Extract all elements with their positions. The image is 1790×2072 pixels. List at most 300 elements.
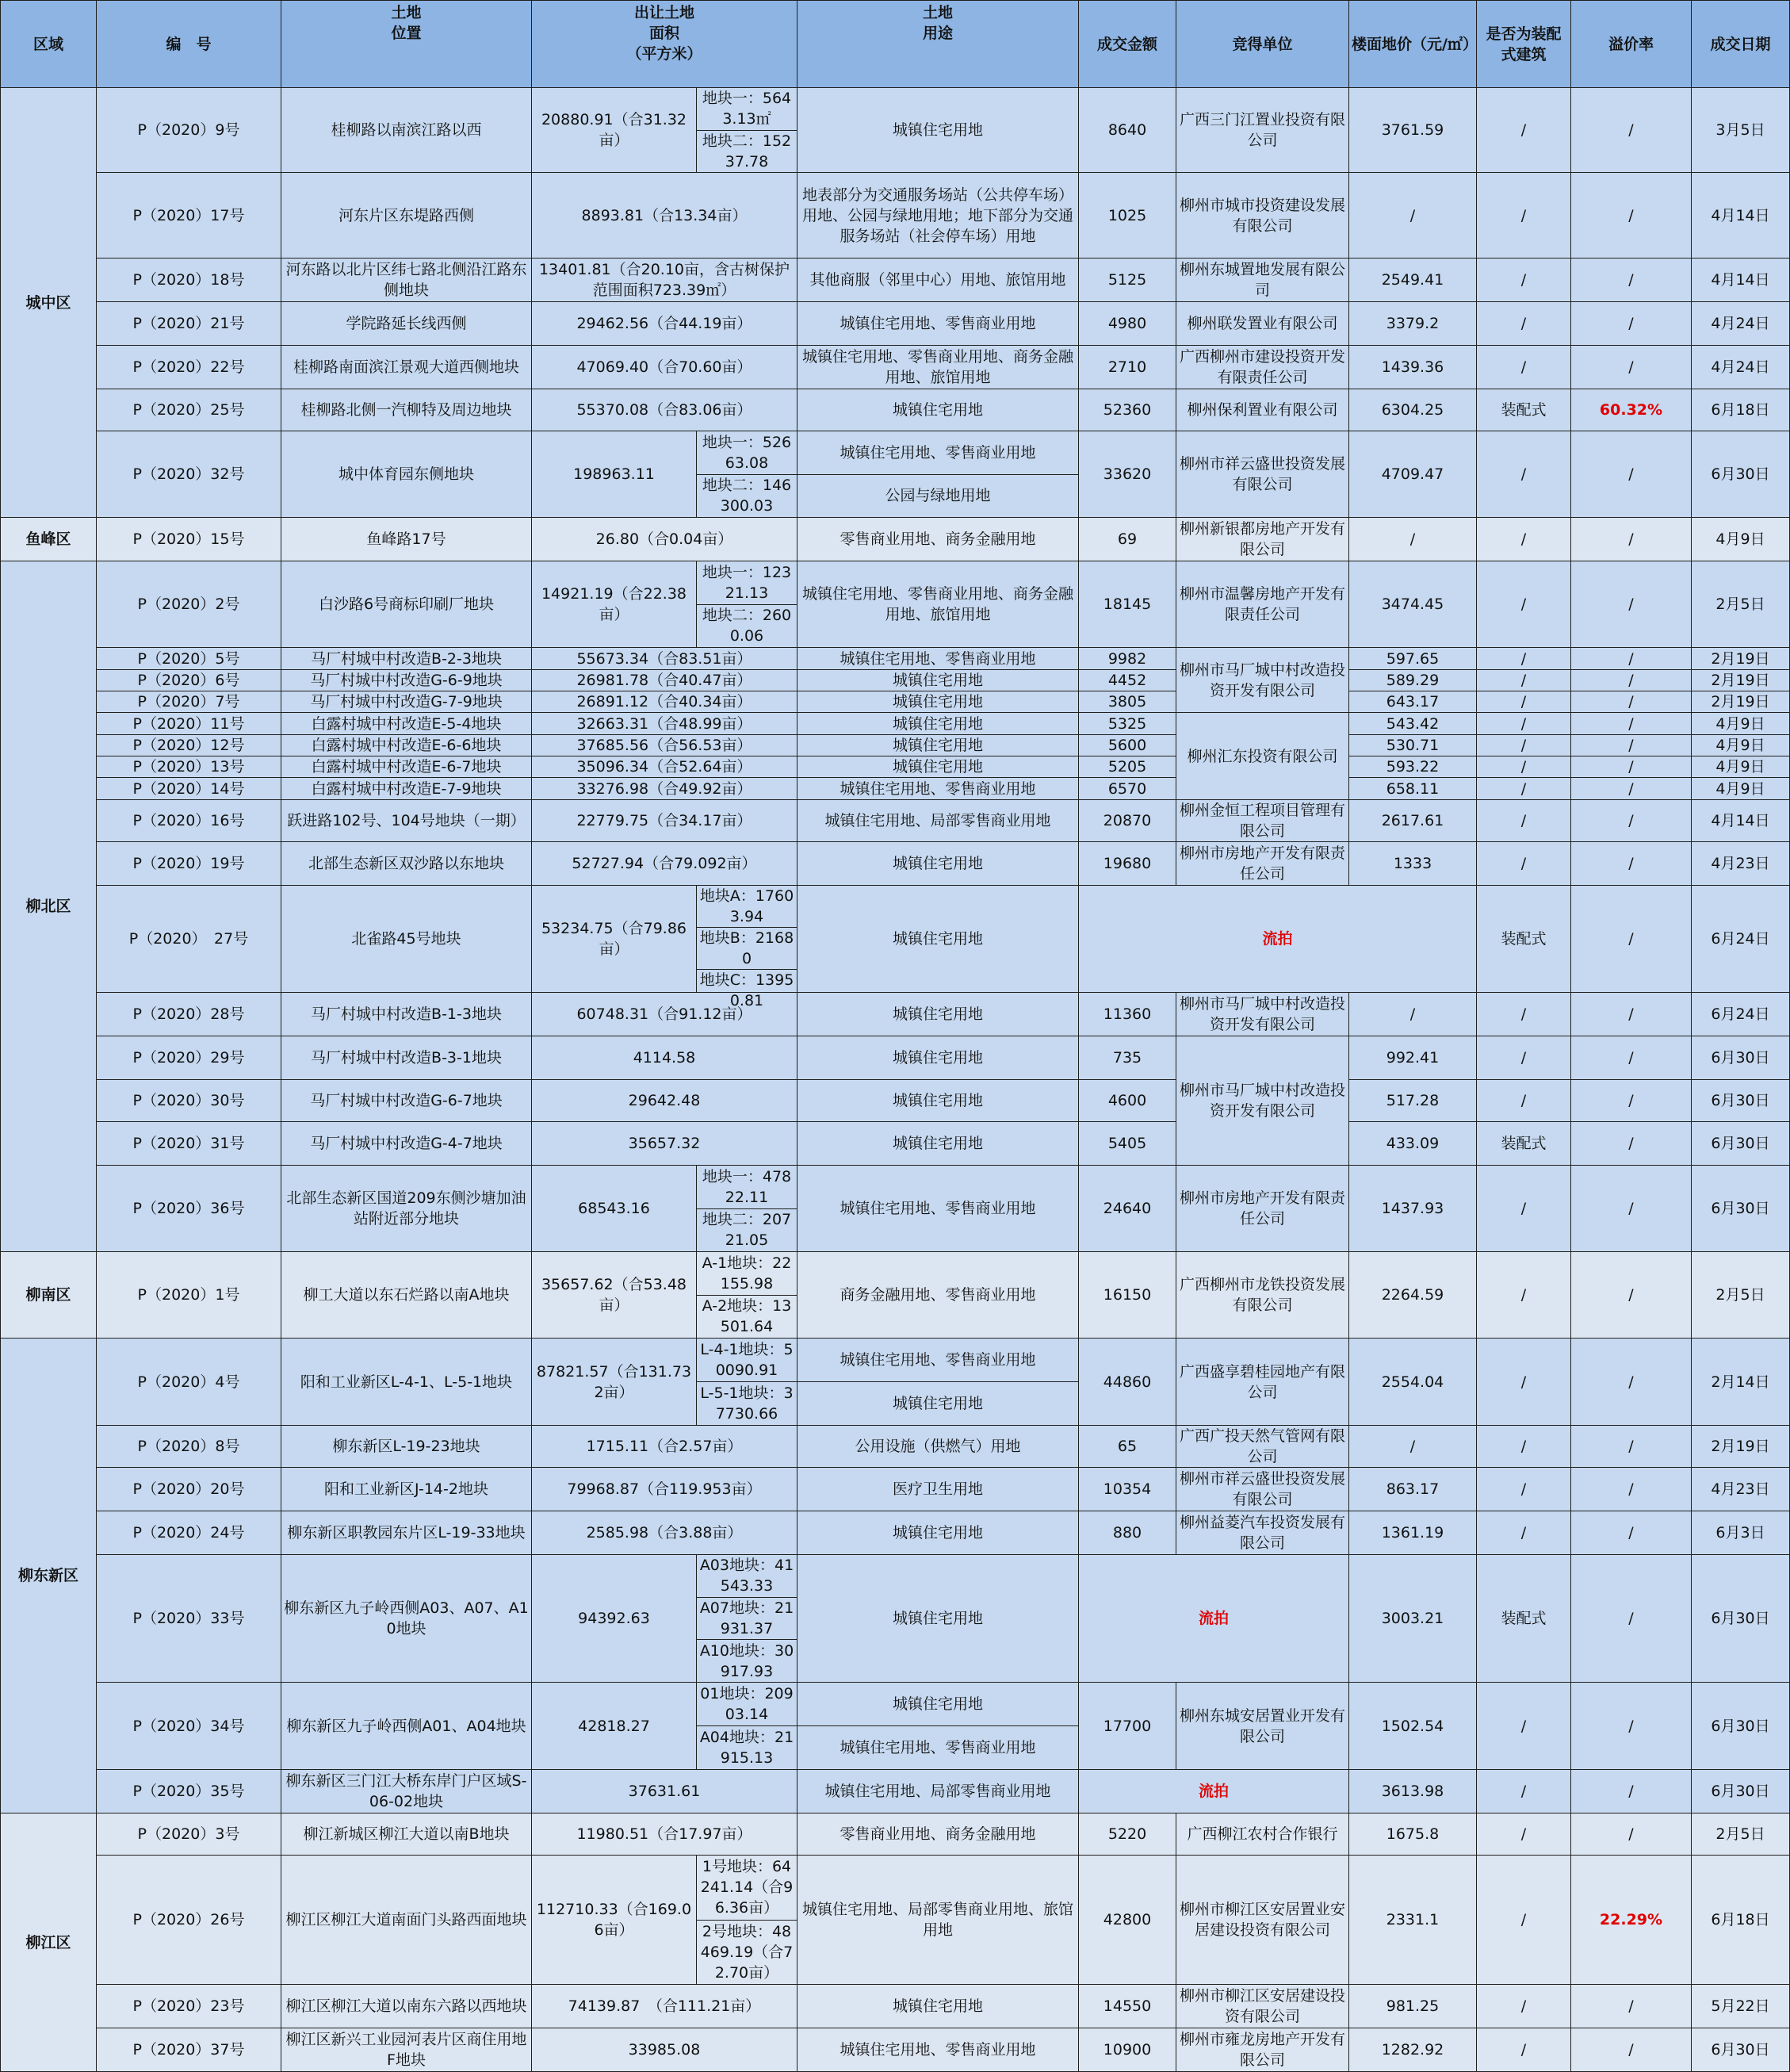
table-row — [1, 389, 1790, 431]
table-row — [1, 993, 1790, 1036]
premium-cell: / — [1571, 1468, 1692, 1511]
date-cell: 4月23日 — [1692, 1468, 1790, 1511]
area-parts — [697, 1252, 797, 1338]
date-cell: 6月30日 — [1692, 431, 1790, 518]
price-cell: 2549.41 — [1349, 259, 1477, 302]
use-cell: 城镇住宅用地 — [797, 670, 1079, 691]
area-split — [532, 1555, 797, 1682]
use-cell: 城镇住宅用地 — [797, 1511, 1079, 1555]
header-company: 竞得单位 — [1176, 1, 1349, 88]
area-split — [532, 1166, 797, 1251]
prefab-cell: / — [1477, 713, 1571, 735]
company-cell: 柳州益菱汽车投资发展有限公司 — [1176, 1511, 1349, 1555]
premium-cell: / — [1571, 346, 1692, 389]
table-row — [1, 842, 1790, 886]
area-cell: 26891.12（合40.34亩） — [532, 691, 797, 713]
location-cell: 马厂村城中村改造B-3-1地块 — [281, 1036, 532, 1080]
table-row — [1, 713, 1790, 735]
area-cell: 74139.87 （合111.21亩） — [532, 1985, 797, 2028]
prefab-cell: / — [1477, 1683, 1571, 1770]
header-area: 出让土地 面积 （平方米） — [532, 1, 797, 88]
use-cell: 城镇住宅用地 — [797, 1122, 1079, 1166]
location-cell: 柳东新区九子岭西侧A03、A07、A10地块 — [281, 1555, 532, 1683]
location-cell: 柳东新区职教园东片区L-19-33地块 — [281, 1511, 532, 1555]
amount-cell: 20870 — [1079, 800, 1176, 842]
header-prefab: 是否为装配式建筑 — [1477, 1, 1571, 88]
date-cell: 2月5日 — [1692, 1252, 1790, 1339]
location-cell: 河东片区东堤路西侧 — [281, 173, 532, 259]
price-cell: 2617.61 — [1349, 800, 1477, 842]
code-cell: P（2020）22号 — [97, 346, 281, 389]
code-cell: P（2020）16号 — [97, 800, 281, 842]
amount-cell: 4600 — [1079, 1080, 1176, 1122]
table-row — [1, 1468, 1790, 1511]
amount-cell: 65 — [1079, 1426, 1176, 1468]
prefab-cell: / — [1477, 1339, 1571, 1426]
use-cell: 城镇住宅用地 — [797, 389, 1079, 431]
area-cell: 4114.58 — [532, 1036, 797, 1080]
code-cell: P（2020）30号 — [97, 1080, 281, 1122]
area-part: 地块二：15237.78 — [697, 130, 797, 173]
date-cell: 6月30日 — [1692, 2028, 1790, 2072]
use-cell: 公用设施（供燃气）用地 — [797, 1426, 1079, 1468]
location-cell: 马厂村城中村改造B-2-3地块 — [281, 648, 532, 670]
price-cell: 589.29 — [1349, 670, 1477, 691]
date-cell: 2月19日 — [1692, 648, 1790, 670]
date-cell: 6月30日 — [1692, 1036, 1790, 1080]
premium-cell: / — [1571, 88, 1692, 173]
company-cell: 柳州市柳江区安居置业安居建设投资有限公司 — [1176, 1856, 1349, 1985]
table-row — [1, 1813, 1790, 1856]
price-cell: 1439.36 — [1349, 346, 1477, 389]
use-part: 城镇住宅用地、零售商业用地 — [797, 1725, 1078, 1769]
area-total: 14921.19（合22.38亩） — [532, 561, 697, 647]
premium-cell: / — [1571, 1426, 1692, 1468]
location-cell: 柳江区新兴工业园河表片区商住用地F地块 — [281, 2028, 532, 2072]
area-part: 地块一：47822.11 — [702, 1167, 792, 1206]
code-cell: P（2020）37号 — [97, 2028, 281, 2072]
area-part: 地块一：12321.13 — [702, 563, 792, 602]
code-cell: P（2020）31号 — [97, 1122, 281, 1166]
price-cell: 981.25 — [1349, 1985, 1477, 2028]
prefab-cell: / — [1477, 670, 1571, 691]
code-cell: P（2020）7号 — [97, 691, 281, 713]
use-stack — [797, 1683, 1078, 1769]
location-cell: 马厂村城中村改造G-6-7地块 — [281, 1080, 532, 1122]
location-cell: 城中体育园东侧地块 — [281, 431, 532, 518]
use-cell: 地表部分为交通服务场站（公共停车场）用地、公园与绿地用地；地下部分为交通服务场站（社会停车场）用地 — [797, 173, 1079, 259]
amount-cell: 69 — [1079, 518, 1176, 561]
price-cell: 3379.2 — [1349, 302, 1477, 346]
code-cell: P（2020）9号 — [97, 88, 281, 173]
area-split — [532, 886, 797, 1009]
price-cell: 643.17 — [1349, 691, 1477, 713]
prefab-cell: 装配式 — [1477, 1122, 1571, 1166]
premium-cell: / — [1571, 2028, 1692, 2072]
company-cell: 柳州市雍龙房地产开发有限公司 — [1176, 2028, 1349, 2072]
location-cell: 马厂村城中村改造G-7-9地块 — [281, 691, 532, 713]
prefab-cell: / — [1477, 842, 1571, 886]
premium-cell: / — [1571, 1985, 1692, 2028]
premium-cell: / — [1571, 842, 1692, 886]
date-cell: 6月30日 — [1692, 1770, 1790, 1813]
area-part: 地块二：146300.03 — [697, 474, 797, 518]
use-cell — [797, 1339, 1079, 1426]
area-part: 地块B：21680 — [697, 927, 797, 969]
date-cell: 4月9日 — [1692, 756, 1790, 778]
area-part: A-1地块：22155.98 — [702, 1254, 792, 1293]
amount-cell: 11360 — [1079, 993, 1176, 1036]
price-cell: / — [1349, 173, 1477, 259]
location-cell: 白露村城中村改造E-6-7地块 — [281, 756, 532, 778]
area-cell — [532, 88, 797, 173]
code-cell: P（2020）28号 — [97, 993, 281, 1036]
code-cell: P（2020）19号 — [97, 842, 281, 886]
premium-cell: / — [1571, 1122, 1692, 1166]
amount-cell: 9982 — [1079, 648, 1176, 670]
area-part: 地块二：2600.06 — [697, 604, 797, 648]
date-cell: 6月30日 — [1692, 1555, 1790, 1683]
company-cell: 广西柳州市龙铁投资发展有限公司 — [1176, 1252, 1349, 1339]
use-stack — [797, 1339, 1078, 1425]
prefab-cell: / — [1477, 431, 1571, 518]
code-cell: P（2020）35号 — [97, 1770, 281, 1813]
price-cell: 433.09 — [1349, 1122, 1477, 1166]
premium-cell: / — [1571, 561, 1692, 648]
prefab-cell: / — [1477, 735, 1571, 756]
code-cell: P（2020）13号 — [97, 756, 281, 778]
price-cell: / — [1349, 518, 1477, 561]
price-cell: 543.42 — [1349, 713, 1477, 735]
premium-cell: 22.29% — [1571, 1856, 1692, 1985]
prefab-cell: / — [1477, 1426, 1571, 1468]
amount-cell: 3805 — [1079, 691, 1176, 713]
date-cell: 6月18日 — [1692, 389, 1790, 431]
area-part: 01地块：20903.14 — [700, 1685, 794, 1723]
prefab-cell: / — [1477, 993, 1571, 1036]
date-cell: 3月5日 — [1692, 88, 1790, 173]
area-cell — [532, 431, 797, 518]
amount-cell: 5405 — [1079, 1122, 1176, 1166]
premium-cell: / — [1571, 756, 1692, 778]
code-cell: P（2020）8号 — [97, 1426, 281, 1468]
prefab-cell: / — [1477, 756, 1571, 778]
area-cell: 37685.56（合56.53亩） — [532, 735, 797, 756]
use-cell: 商务金融用地、零售商业用地 — [797, 1252, 1079, 1339]
amount-cell: 42800 — [1079, 1856, 1176, 1985]
region-cell: 柳北区 — [1, 561, 97, 1252]
area-part: 地块二：20721.05 — [697, 1208, 797, 1252]
company-cell: 广西三门江置业投资有限公司 — [1176, 88, 1349, 173]
use-cell: 城镇住宅用地 — [797, 88, 1079, 173]
area-cell: 22779.75（合34.17亩） — [532, 800, 797, 842]
table-row — [1, 2028, 1790, 2072]
use-stack — [797, 431, 1078, 517]
table-row — [1, 1122, 1790, 1166]
amount-cell: 4452 — [1079, 670, 1176, 691]
area-cell — [532, 1252, 797, 1339]
company-cell: 柳州市房地产开发有限责任公司 — [1176, 842, 1349, 886]
area-split — [532, 1252, 797, 1338]
company-cell: 广西盛享碧桂园地产有限公司 — [1176, 1339, 1349, 1426]
location-cell: 白露村城中村改造E-5-4地块 — [281, 713, 532, 735]
location-cell: 柳江区柳江大道南面门头路西面地块 — [281, 1856, 532, 1985]
premium-cell: / — [1571, 713, 1692, 735]
use-cell: 城镇住宅用地、局部零售商业用地 — [797, 1770, 1079, 1813]
premium-cell: / — [1571, 778, 1692, 800]
date-cell: 5月22日 — [1692, 1985, 1790, 2028]
location-cell: 白沙路6号商标印刷厂地块 — [281, 561, 532, 648]
date-cell: 6月30日 — [1692, 1683, 1790, 1770]
premium-cell: / — [1571, 302, 1692, 346]
price-cell: 517.28 — [1349, 1080, 1477, 1122]
area-total: 112710.33（合169.06亩） — [532, 1856, 697, 1984]
area-parts — [697, 88, 797, 172]
prefab-cell: / — [1477, 259, 1571, 302]
code-cell: P（2020）32号 — [97, 431, 281, 518]
location-cell: 桂柳路南面滨江景观大道西侧地块 — [281, 346, 532, 389]
price-cell: 1675.8 — [1349, 1813, 1477, 1856]
amount-cell: 5600 — [1079, 735, 1176, 756]
code-cell: P（2020）11号 — [97, 713, 281, 735]
prefab-cell: / — [1477, 1166, 1571, 1252]
location-cell: 学院路延长线西侧 — [281, 302, 532, 346]
location-cell: 柳东新区九子岭西侧A01、A04地块 — [281, 1683, 532, 1770]
date-cell: 6月18日 — [1692, 1856, 1790, 1985]
company-cell: 广西柳州市建设投资开发有限责任公司 — [1176, 346, 1349, 389]
location-cell: 跃进路102号、104号地块（一期） — [281, 800, 532, 842]
premium-cell: / — [1571, 800, 1692, 842]
use-cell: 城镇住宅用地 — [797, 1080, 1079, 1122]
prefab-cell: / — [1477, 2028, 1571, 2072]
location-cell: 阳和工业新区J-14-2地块 — [281, 1468, 532, 1511]
table-body — [1, 88, 1790, 2072]
location-cell: 柳工大道以东石烂路以南A地块 — [281, 1252, 532, 1339]
code-cell: P（2020） 27号 — [97, 886, 281, 993]
area-part: 地块C：13950.81 — [697, 969, 797, 1011]
use-cell: 城镇住宅用地 — [797, 1555, 1079, 1683]
location-cell: 柳东新区三门江大桥东岸门户区域S-06-02地块 — [281, 1770, 532, 1813]
area-total: 87821.57（合131.732亩） — [532, 1339, 697, 1425]
area-cell — [532, 1856, 797, 1985]
region-cell: 柳江区 — [1, 1813, 97, 2072]
area-cell — [532, 1166, 797, 1252]
area-part: 2号地块：48469.19（合72.70亩） — [697, 1920, 797, 1985]
table-row — [1, 1080, 1790, 1122]
table-row — [1, 1339, 1790, 1426]
table-row — [1, 1166, 1790, 1252]
location-cell: 柳江区柳江大道以南东六路以西地块 — [281, 1985, 532, 2028]
area-part: 地块一：52663.08 — [702, 433, 792, 472]
prefab-cell: / — [1477, 1985, 1571, 2028]
region-cell: 柳南区 — [1, 1252, 97, 1339]
use-cell: 城镇住宅用地、零售商业用地 — [797, 2028, 1079, 2072]
table-row — [1, 1511, 1790, 1555]
date-cell: 6月3日 — [1692, 1511, 1790, 1555]
prefab-cell: / — [1477, 518, 1571, 561]
table-row — [1, 173, 1790, 259]
area-part: 地块一：5643.13㎡ — [702, 90, 792, 128]
table-row — [1, 1985, 1790, 2028]
code-cell: P（2020）2号 — [97, 561, 281, 648]
table-row — [1, 886, 1790, 993]
header-price: 楼面地价（元/㎡） — [1349, 1, 1477, 88]
prefab-cell: / — [1477, 1813, 1571, 1856]
area-cell: 13401.81（合20.10亩，含古树保护范围面积723.39㎡） — [532, 259, 797, 302]
area-cell: 35657.32 — [532, 1122, 797, 1166]
date-cell: 4月14日 — [1692, 800, 1790, 842]
code-cell: P（2020）6号 — [97, 670, 281, 691]
prefab-cell: / — [1477, 1252, 1571, 1339]
price-cell: 2554.04 — [1349, 1339, 1477, 1426]
premium-cell: / — [1571, 735, 1692, 756]
amount-cell: 1025 — [1079, 173, 1176, 259]
premium-cell: / — [1571, 648, 1692, 670]
premium-cell: / — [1571, 691, 1692, 713]
date-cell: 2月19日 — [1692, 1426, 1790, 1468]
area-split — [532, 88, 797, 172]
price-cell: 1437.93 — [1349, 1166, 1477, 1252]
premium-cell: / — [1571, 431, 1692, 518]
price-cell: / — [1349, 1426, 1477, 1468]
company-cell: 柳州市马厂城中村改造投资开发有限公司 — [1176, 648, 1349, 713]
company-cell: 柳州东城置地发展有限公司 — [1176, 259, 1349, 302]
price-cell: 4709.47 — [1349, 431, 1477, 518]
use-cell: 医疗卫生用地 — [797, 1468, 1079, 1511]
company-cell: 柳州市柳江区安居建设投资有限公司 — [1176, 1985, 1349, 2028]
price-cell: 2264.59 — [1349, 1252, 1477, 1339]
amount-cell: 10354 — [1079, 1468, 1176, 1511]
table-row — [1, 756, 1790, 778]
company-cell: 柳州市温馨房地产开发有限责任公司 — [1176, 561, 1349, 648]
prefab-cell: / — [1477, 800, 1571, 842]
premium-cell: / — [1571, 886, 1692, 993]
location-cell: 河东路以北片区纬七路北侧沿江路东侧地块 — [281, 259, 532, 302]
premium-cell: / — [1571, 1252, 1692, 1339]
amount-cell: 16150 — [1079, 1252, 1176, 1339]
area-cell: 55370.08（合83.06亩） — [532, 389, 797, 431]
area-part: 1号地块：64241.14（合96.36亩） — [700, 1858, 794, 1917]
unsold-badge: 流拍 — [1079, 1555, 1349, 1683]
area-part: A07地块：21931.37 — [697, 1597, 797, 1640]
price-cell: 597.65 — [1349, 648, 1477, 670]
location-cell: 北部生态新区国道209东侧沙塘加油站附近部分地块 — [281, 1166, 532, 1252]
price-cell: 658.11 — [1349, 778, 1477, 800]
prefab-cell: / — [1477, 1511, 1571, 1555]
table-row — [1, 518, 1790, 561]
table-row — [1, 778, 1790, 800]
use-part: 城镇住宅用地、零售商业用地 — [840, 443, 1036, 462]
prefab-cell: / — [1477, 1080, 1571, 1122]
header-amount: 成交金额 — [1079, 1, 1176, 88]
premium-cell: / — [1571, 1770, 1692, 1813]
location-cell: 北雀路45号地块 — [281, 886, 532, 993]
area-cell: 26981.78（合40.47亩） — [532, 670, 797, 691]
premium-cell: / — [1571, 1080, 1692, 1122]
use-cell — [797, 1683, 1079, 1770]
price-cell: 2331.1 — [1349, 1856, 1477, 1985]
code-cell: P（2020）33号 — [97, 1555, 281, 1683]
table-row — [1, 648, 1790, 670]
code-cell: P（2020）3号 — [97, 1813, 281, 1856]
price-cell: / — [1349, 993, 1477, 1036]
header-premium: 溢价率 — [1571, 1, 1692, 88]
price-cell: 863.17 — [1349, 1468, 1477, 1511]
prefab-cell: / — [1477, 346, 1571, 389]
price-cell: 3761.59 — [1349, 88, 1477, 173]
premium-cell: / — [1571, 993, 1692, 1036]
use-cell: 城镇住宅用地、零售商业用地、商务金融用地、旅馆用地 — [797, 561, 1079, 648]
premium-cell: / — [1571, 670, 1692, 691]
use-cell: 城镇住宅用地 — [797, 1985, 1079, 2028]
use-cell: 零售商业用地、商务金融用地 — [797, 1813, 1079, 1856]
code-cell: P（2020）18号 — [97, 259, 281, 302]
price-cell: 992.41 — [1349, 1036, 1477, 1080]
price-cell: 593.22 — [1349, 756, 1477, 778]
location-cell: 马厂村城中村改造B-1-3地块 — [281, 993, 532, 1036]
area-part: L-4-1地块：50090.91 — [700, 1341, 794, 1379]
amount-cell: 6570 — [1079, 778, 1176, 800]
header-location: 土地 位置 — [281, 1, 532, 88]
amount-cell: 24640 — [1079, 1166, 1176, 1252]
prefab-cell: / — [1477, 1468, 1571, 1511]
header-use: 土地 用途 — [797, 1, 1079, 88]
use-cell: 城镇住宅用地、零售商业用地 — [797, 648, 1079, 670]
price-cell: 3613.98 — [1349, 1770, 1477, 1813]
price-cell: 1333 — [1349, 842, 1477, 886]
table-row — [1, 735, 1790, 756]
premium-cell: 60.32% — [1571, 389, 1692, 431]
use-cell: 城镇住宅用地 — [797, 756, 1079, 778]
area-cell: 26.80（合0.04亩） — [532, 518, 797, 561]
use-cell: 城镇住宅用地 — [797, 713, 1079, 735]
date-cell: 4月23日 — [1692, 842, 1790, 886]
code-cell: P（2020）21号 — [97, 302, 281, 346]
area-cell: 47069.40（合70.60亩） — [532, 346, 797, 389]
location-cell: 马厂村城中村改造G-6-9地块 — [281, 670, 532, 691]
prefab-cell: / — [1477, 778, 1571, 800]
use-cell: 城镇住宅用地、零售商业用地 — [797, 1166, 1079, 1252]
prefab-cell: 装配式 — [1477, 389, 1571, 431]
use-part: 城镇住宅用地、零售商业用地 — [840, 1351, 1036, 1369]
date-cell: 2月19日 — [1692, 670, 1790, 691]
premium-cell: / — [1571, 1339, 1692, 1426]
prefab-cell: / — [1477, 173, 1571, 259]
premium-cell: / — [1571, 518, 1692, 561]
table-row — [1, 431, 1790, 518]
amount-cell: 44860 — [1079, 1339, 1176, 1426]
date-cell: 6月30日 — [1692, 1080, 1790, 1122]
company-cell: 柳州汇东投资有限公司 — [1176, 713, 1349, 800]
price-cell: 3474.45 — [1349, 561, 1477, 648]
area-split — [532, 1683, 797, 1769]
area-part: A04地块：21915.13 — [697, 1725, 797, 1769]
area-part: A10地块：30917.93 — [697, 1639, 797, 1682]
amount-cell: 4980 — [1079, 302, 1176, 346]
table-row — [1, 1426, 1790, 1468]
location-cell: 鱼峰路17号 — [281, 518, 532, 561]
area-cell — [532, 1339, 797, 1426]
area-cell: 29462.56（合44.19亩） — [532, 302, 797, 346]
date-cell: 6月30日 — [1692, 1122, 1790, 1166]
amount-cell: 52360 — [1079, 389, 1176, 431]
area-parts — [697, 1555, 797, 1682]
area-total: 198963.11 — [532, 431, 697, 517]
area-total: 68543.16 — [532, 1166, 697, 1251]
premium-cell: / — [1571, 1813, 1692, 1856]
amount-cell: 5325 — [1079, 713, 1176, 735]
date-cell: 4月14日 — [1692, 173, 1790, 259]
